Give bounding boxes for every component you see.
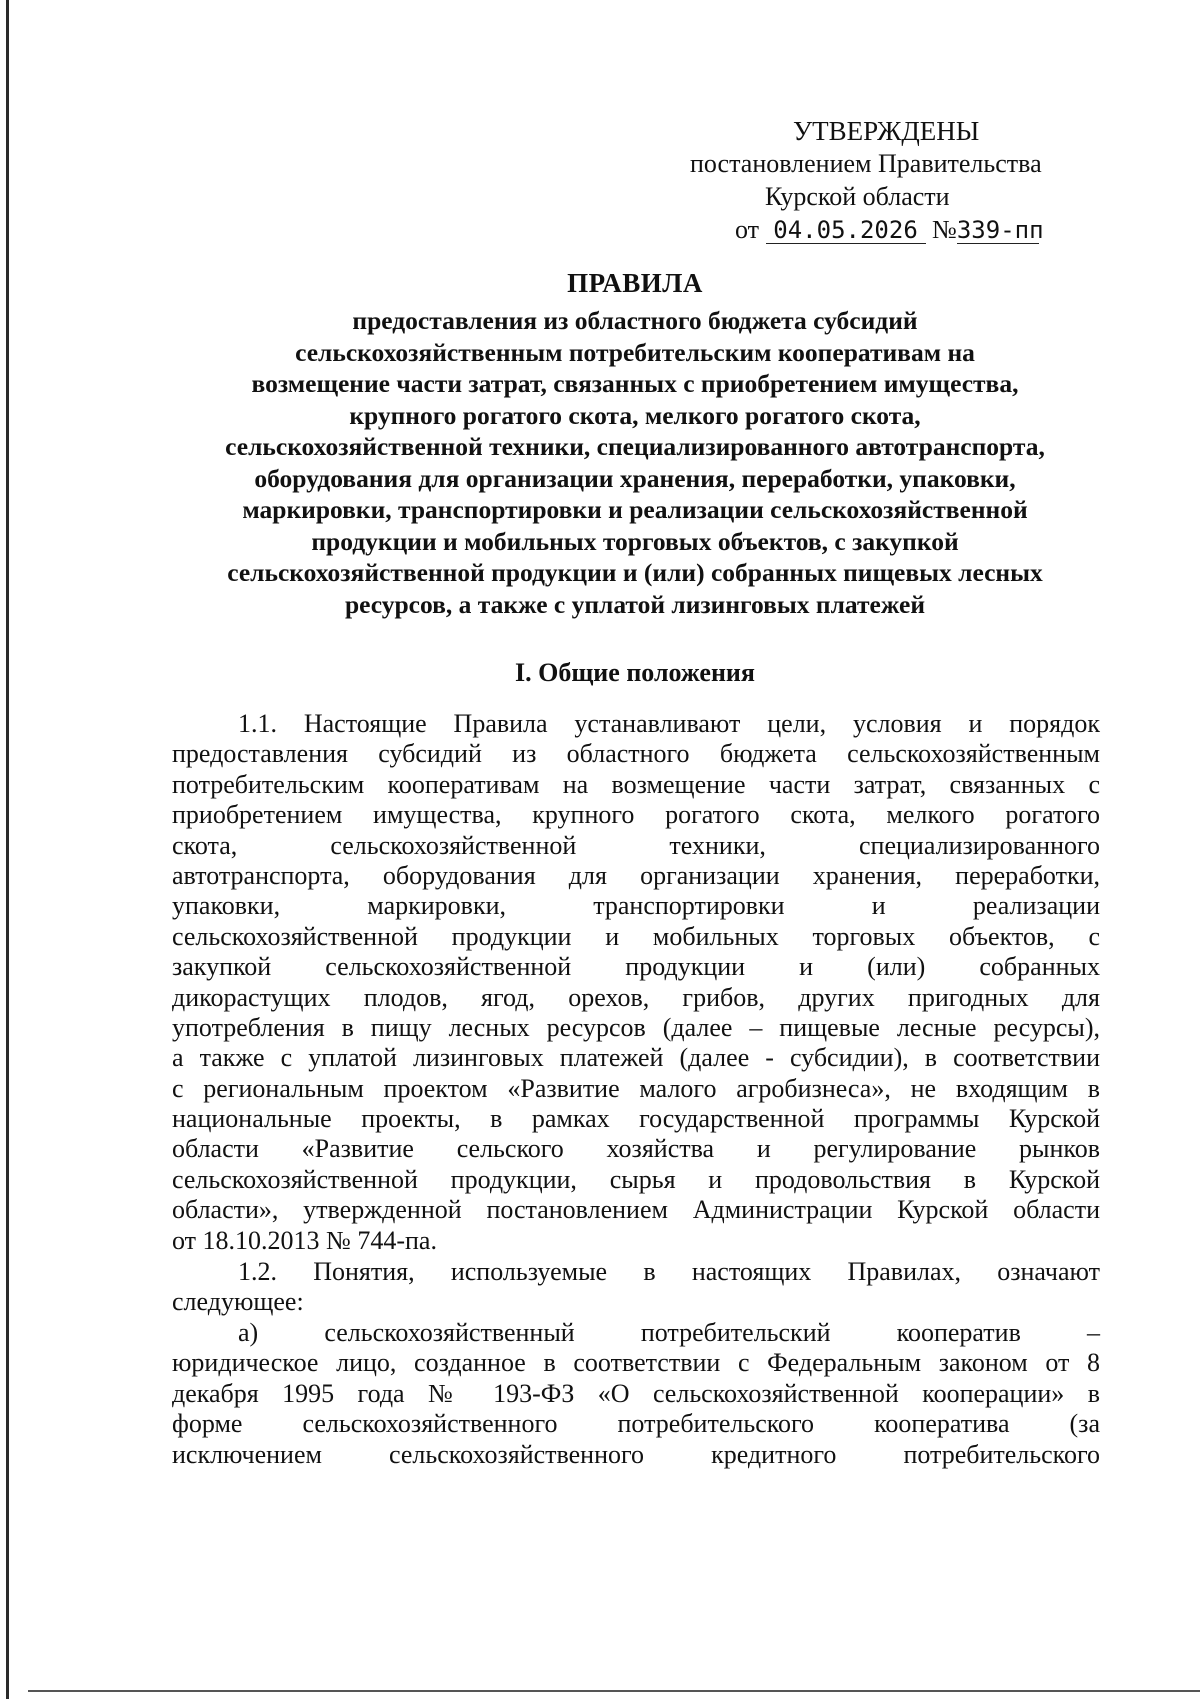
paragraph-line: приобретением имущества, крупного рогатого скота, мелкого рогатого xyxy=(172,800,1100,830)
paragraph-line: упаковки, маркировки, транспортировки и реализации xyxy=(172,891,1100,921)
subtitle-line: маркировки, транспортировки и реализации сельскохозяйственной xyxy=(242,495,1028,524)
paragraph-line: исключением сельскохозяйственного кредитного потребительского xyxy=(172,1439,1100,1469)
paragraph-1-2 xyxy=(172,1257,1100,1318)
paragraph-line: автотранспорта, оборудования для организации хранения, переработки, xyxy=(172,860,1100,890)
approval-title: УТВЕРЖДЕНЫ xyxy=(793,116,980,146)
approval-date-prefix: от xyxy=(735,215,760,244)
subtitle-line: ресурсов, а также с уплатой лизинговых платежей xyxy=(344,589,926,619)
subtitle-line: сельскохозяйственной техники, специализированного автотранспорта, xyxy=(225,432,1045,461)
approval-line-1: постановлением Правительства xyxy=(690,149,1042,178)
document-subtitle xyxy=(170,305,1100,620)
paragraph-line: а) сельскохозяйственный потребительский кооператив – xyxy=(238,1318,1100,1347)
paragraph-line: декабря 1995 года № 193-ФЗ «О сельскохозяйственной кооперации» в xyxy=(172,1378,1100,1408)
approval-number: 339-пп xyxy=(956,216,1044,244)
paragraph-line: скота, сельскохозяйственной техники, специализированного xyxy=(172,830,1100,860)
paragraph-line: закупкой сельскохозяйственной продукции и (или) собранных xyxy=(172,952,1100,982)
paragraph-line: сельскохозяйственной продукции и мобильных торговых объектов, с xyxy=(172,921,1100,951)
paragraph-line: юридическое лицо, созданное в соответствии с Федеральным законом от 8 xyxy=(172,1348,1100,1378)
paragraph-line: следующее: xyxy=(172,1287,304,1317)
paragraph-line: употребления в пищу лесных ресурсов (далее – пищевые лесные ресурсы), xyxy=(172,1012,1100,1042)
subtitle-line: оборудования для организации хранения, переработки, упаковки, xyxy=(254,463,1016,493)
subtitle-line: продукции и мобильных торговых объектов, с закупкой xyxy=(311,526,959,556)
paragraph-line: от 18.10.2013 № 744-па. xyxy=(172,1225,437,1255)
subtitle-line: предоставления из областного бюджета субсидий xyxy=(352,306,918,335)
approval-date: 04.05.2026 xyxy=(773,216,918,244)
subtitle-line: сельскохозяйственным потребительским кооперативам на xyxy=(295,337,975,367)
paragraph-line: сельскохозяйственной продукции, сырья и продовольствия в Курской xyxy=(172,1164,1100,1194)
paragraph-line: области», утвержденной постановлением Администрации Курской области xyxy=(172,1195,1100,1225)
paragraph-line: национальные проекты, в рамках государственной программы Курской xyxy=(172,1104,1100,1134)
paragraph-1-1 xyxy=(172,709,1100,1256)
paragraph-line: дикорастущих плодов, ягод, орехов, грибов, других пригодных для xyxy=(172,982,1100,1012)
approval-date-line xyxy=(735,214,1044,246)
paragraph-line: 1.1. Настоящие Правила устанавливают цели, условия и порядок xyxy=(238,709,1100,738)
paragraph-line: а также с уплатой лизинговых платежей (далее - субсидии), в соответствии xyxy=(172,1043,1100,1073)
document-title: ПРАВИЛА xyxy=(567,268,703,298)
paragraph-line: 1.2. Понятия, используемые в настоящих Правилах, означают xyxy=(238,1257,1100,1286)
paragraph-line: предоставления субсидий из областного бюджета сельскохозяйственным xyxy=(172,739,1100,769)
paragraph-line: с региональным проектом «Развитие малого агробизнеса», не входящим в xyxy=(172,1073,1100,1103)
subtitle-line: возмещение части затрат, связанных с приобретением имущества, xyxy=(251,369,1019,398)
scan-edge-left xyxy=(6,0,9,1699)
subtitle-line: сельскохозяйственной продукции и (или) собранных пищевых лесных xyxy=(227,558,1043,587)
scan-edge-bottom xyxy=(28,1690,1200,1692)
paragraph-a xyxy=(172,1318,1100,1470)
paragraph-line: форме сельскохозяйственного потребительского кооператива (за xyxy=(172,1409,1100,1439)
section-heading: I. Общие положения xyxy=(515,658,755,687)
approval-line-2: Курской области xyxy=(765,182,950,211)
subtitle-line: крупного рогатого скота, мелкого рогатого скота, xyxy=(349,400,921,430)
approval-number-field xyxy=(956,216,1044,244)
paragraph-line: области «Развитие сельского хозяйства и регулирование рынков xyxy=(172,1134,1100,1164)
approval-date-field xyxy=(766,217,926,244)
approval-number-sign: № xyxy=(932,215,957,244)
paragraph-line: потребительским кооперативам на возмещение части затрат, связанных с xyxy=(172,769,1100,799)
